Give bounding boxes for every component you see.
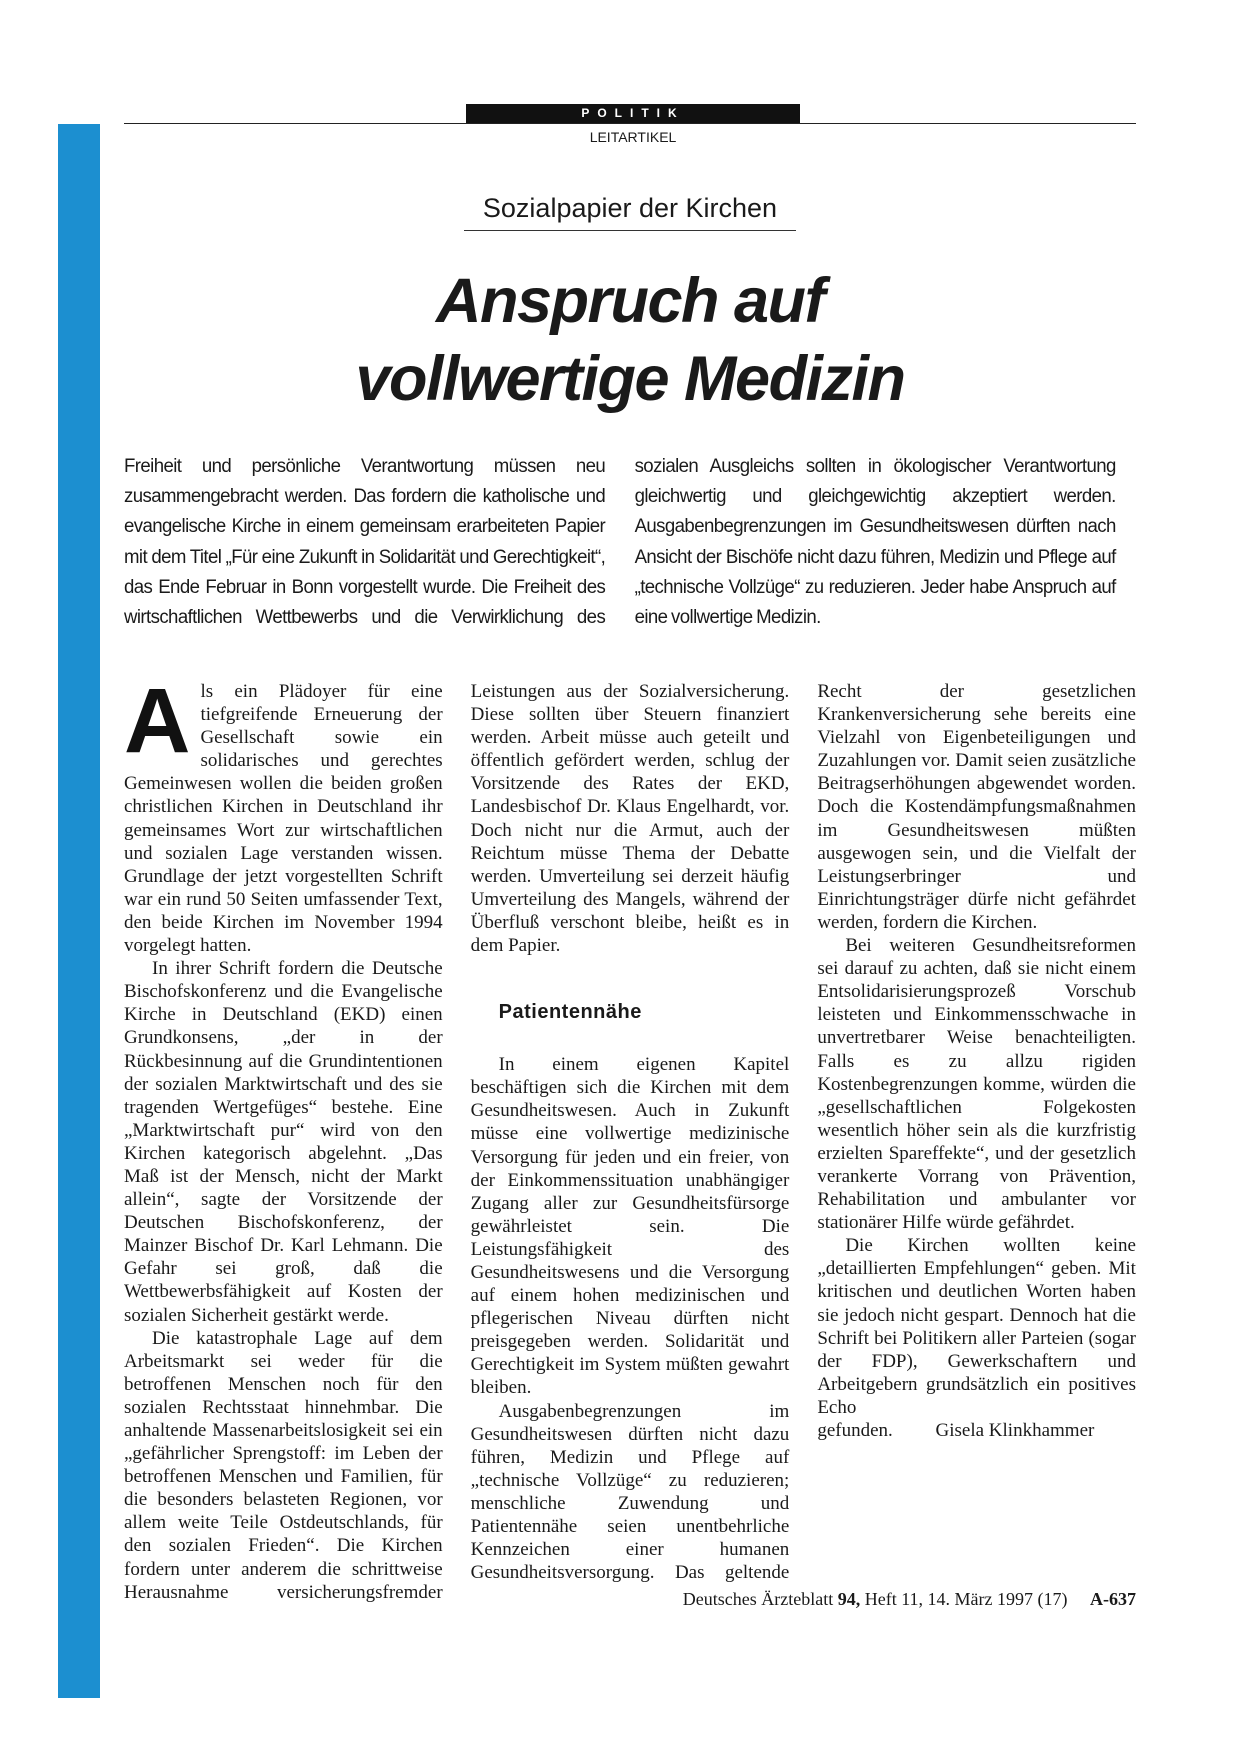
journal-name: Deutsches Ärzteblatt bbox=[682, 1589, 834, 1609]
drop-cap: A bbox=[124, 670, 191, 772]
body-paragraph: In einem eigenen Kapitel beschäftigen sich die Kirchen mit dem Gesundheitswesen. Auch in Zukunft müsse eine vollwertige medizinische Versorgung für jeden und ein freier, von der Einkommenssituation unabhängiger Zugang aller zur Gesundheitsfürsorge gewährleistet sein. Die Leistungsfähigkeit des Gesundheitswesens und die Versorgung auf einem hohen medizinischen und pflegerischen Niveau dürften nicht preisgegeben werden. Solidarität und Gerechtigkeit im System müßten gewahrt bleiben. bbox=[470, 1054, 790, 1399]
section-subhead: Patientennähe bbox=[498, 1001, 642, 1024]
body-paragraph: In ihrer Schrift fordern die Deutsche Bischofskonferenz und die Evangelische Kirche in Deutschland (EKD) einen Grundkonsens, „der in der Rückbesinnung auf die Grundintentionen der sozialen Marktwirtschaft und des sie tragenden Wertgefüges“ bestehe. Eine „Marktwirtschaft pur“ wird von den Kirchen kategorisch abgelehnt. „Das Maß ist der Mensch, nicht der Markt allein“, sagte der Vorsitzende der Deutschen Bischofskonferenz, der Mainzer Bischof Dr. Karl Lehmann. Die Gefahr sei groß, daß die Wettbewerbsfähigkeit auf Kosten der sozialen Sicherheit gestärkt werde. bbox=[124, 958, 443, 1326]
body-paragraph: Die katastrophale Lage auf dem Arbeitsmarkt sei weder für die betroffenen Menschen noch für den sozialen Rechtsstaat hinnehmbar. Die anhaltende Massenarbeitslosigkeit sei ein „gefährlicher Sprengstoff: im Leben der betroffenen Menschen und Familien, für die besonders belasteten Regionen, vor allem weite Teile Ostdeutschlands, für den sozialen Frieden“. Die Kirchen fordern unter anderem die schrittweise Herausnahme versicherungsfremder Leistungen aus der Sozialversicherung. Diese sollten über Steuern finanziert werden. Arbeit müsse auch geteilt und öffentlich gefördert werden, schlug der Vorsitzende des Rates der EKD, Landesbischof Dr. Klaus Engelhardt, vor. Doch nicht nur die Armut, auch der Reichtum müsse Thema der Debatte werden. Umverteilung sei derzeit häufig Umverteilung des Mangels, während der Überfluß verschont bleibe, heißt es in dem Papier. bbox=[124, 681, 790, 1603]
page-footer bbox=[683, 1588, 1136, 1610]
headline-line-1: Anspruch auf bbox=[435, 266, 825, 336]
issue-info: Heft 11, 14. März 1997 (17) bbox=[864, 1589, 1068, 1609]
page-number: A-637 bbox=[1090, 1589, 1136, 1609]
body-paragraph-text: ls ein Plädoyer für eine tiefgreifende Erneuerung der Gesellschaft sowie ein solidarisches und gerechtes Gemeinwesen wollen die beiden großen christlichen Kirchen in Deutschland ihr gemeinsames Wort zur wirtschaftlichen und sozialen Lage verstanden wissen. Grundlage der jetzt vorgestellten Schrift war ein rund 50 Seiten umfassender Text, den beide Kirchen im November 1994 vorgelegt hatten. bbox=[124, 681, 443, 957]
subsection-label: LEITARTIKEL bbox=[589, 129, 677, 145]
body-paragraph: Bei weiteren Gesundheitsreformen sei darauf zu achten, daß sie nicht einem Entsolidarisierungsprozeß Vorschub leisteten und Einkommensschwache in unvertretbarer Weise benachteiligten. Falls es zu allzu rigiden Kostenbegrenzungen komme, würden die „gesellschaftlichen Folgekosten wesentlich höher sein als die kurzfristig erzielten Spareffekte“, und der gesetzlich verankerte Vorrang von Prävention, Rehabilitation und ambulanter vor stationärer Hilfe würde gefährdet. bbox=[817, 935, 1136, 1234]
body-paragraph: Ausgabenbegrenzungen im Gesundheitswesen dürften nicht dazu führen, Medizin und Pflege auf „technische Vollzüge“ zu reduzieren; menschliche Zuwendung und Patientennähe seien unentbehrliche Kennzeichen einer humanen Gesundheitsversorgung. Das geltende Recht der gesetzlichen Krankenversicherung sehe bereits eine Vielzahl von Eigenbeteiligungen und Zuzahlungen vor. Damit seien zusätzliche Beitragserhöhungen abgewendet worden. Doch die Kostendämpfungsmaßnahmen im Gesundheitswesen müßten ausgewogen sein, und die Vielfalt der Leistungserbringer und Einrichtungsträger dürfe nicht gefährdet werden, fordern die Kirchen. bbox=[470, 681, 1136, 1584]
header-rule bbox=[124, 123, 1136, 124]
journal-volume: 94, bbox=[837, 1589, 861, 1609]
section-label: POLITIK bbox=[466, 104, 800, 123]
body-paragraph-last bbox=[817, 1234, 1136, 1442]
article-body bbox=[124, 670, 1136, 1605]
headline-line-2: vollwertige Medizin bbox=[355, 344, 905, 414]
body-paragraph bbox=[124, 670, 443, 957]
article-kicker: Sozialpapier der Kirchen bbox=[464, 190, 796, 231]
body-paragraph-text: Die Kirchen wollten keine „detaillierten Empfehlungen“ geben. Mit kritischen und deutlichen Worten haben sie jedoch nicht gespart. Dennoch hat die Schrift bei Politikern aller Parteien (sogar der FDP), Gewerkschaftern und Arbeitgebern grundsätzlich ein positives Echo gefunden. bbox=[817, 1235, 1136, 1441]
article-headline bbox=[200, 262, 1060, 418]
article-lead: Freiheit und persönliche Verantwortung müssen neu zusammengebracht werden. Das fordern die katholische und evangelische Kirche in einem gemeinsam erarbeiteten Papier mit dem Titel „Für eine Zukunft in Solidarität und Gerechtigkeit“, das Ende Februar in Bonn vorgestellt wurde. Die Freiheit des wirtschaftlichen Wettbewerbs und die Verwirklichung des sozialen Ausgleichs sollten in ökologischer Verantwortung gleichwertig und gleichgewichtig akzeptiert werden. Ausgabenbegrenzungen im Gesundheitswesen dürften nach Ansicht der Bischöfe nicht dazu führen, Medizin und Pflege auf „technische Vollzüge“ zu reduzieren. Jeder habe Anspruch auf eine vollwertige Medizin. bbox=[124, 456, 1116, 629]
blue-side-bar bbox=[58, 124, 100, 1698]
author-name: Gisela Klinkhammer bbox=[935, 1420, 1095, 1441]
